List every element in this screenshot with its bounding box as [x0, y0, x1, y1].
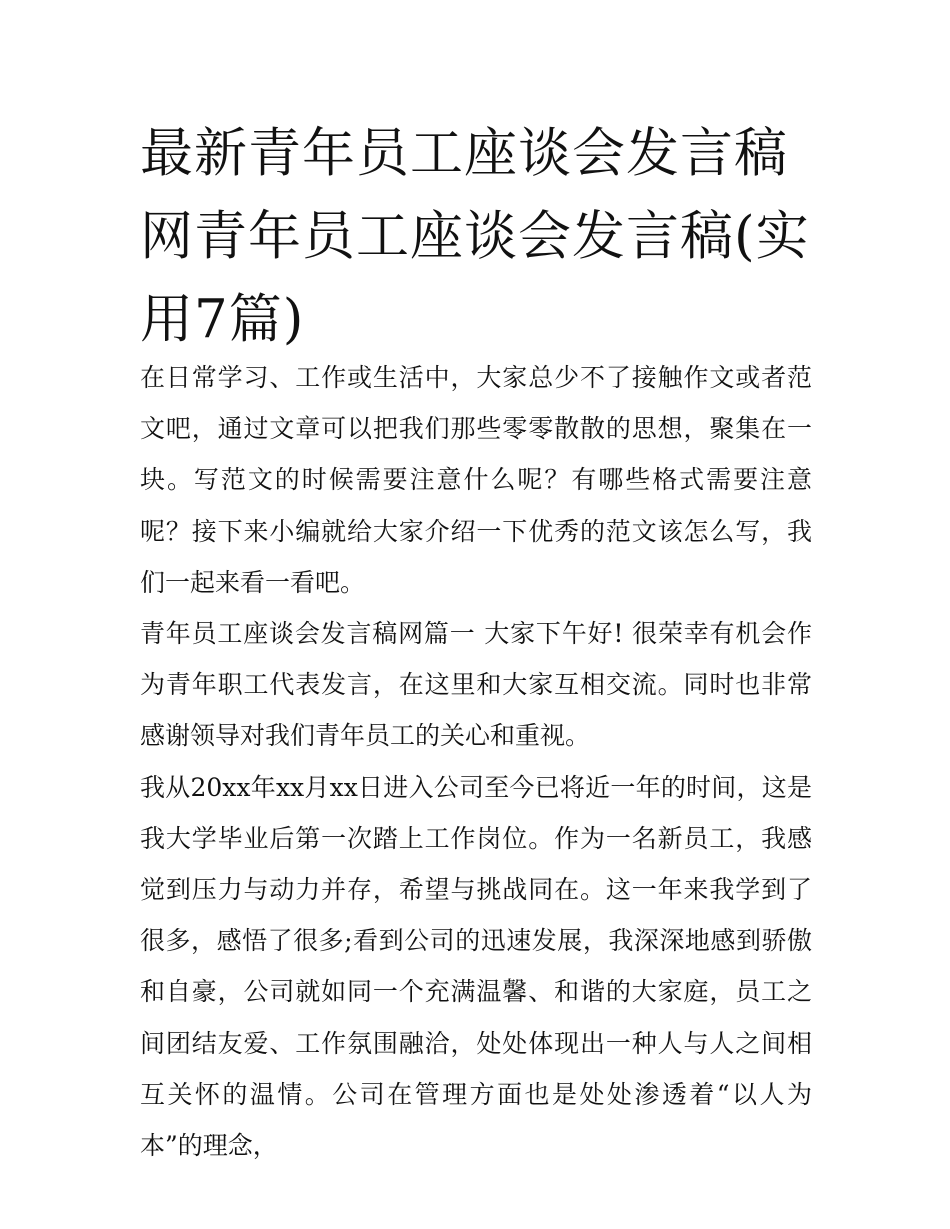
paragraph-intro: 在日常学习、工作或生活中，大家总少不了接触作文或者范文吧，通过文章可以把我们那些零零散散的思想，聚集在一块。写范文的时候需要注意什么呢？有哪些格式需要注意呢？接下来小编就给大家介绍一下优秀的范文该怎么写，我们一起来看一看吧。 — [140, 363, 812, 597]
document-title: 最新青年员工座谈会发言稿网青年员工座谈会发言稿(实用7篇) — [140, 123, 810, 350]
paragraph-work-experience: 我从20xx年xx月xx日进入公司至今已将近一年的时间，这是我大学毕业后第一次踏上工作岗位。作为一名新员工，我感觉到压力与动力并存，希望与挑战同在。这一年来我学到了很多，感悟了很多;看到公司的迅速发展，我深深地感到骄傲和自豪，公司就如同一个充满温馨、和谐的大家庭，员工之间团结友爱、工作氛围融洽，处处体现出一种人与人之间相互关怀的温情。公司在管理方面也是处处渗透着“以人为本”的理念， — [140, 772, 812, 1161]
paragraph-speech-opening: 青年员工座谈会发言稿网篇一 大家下午好! 很荣幸有机会作为青年职工代表发言，在这里和大家互相交流。同时也非常感谢领导对我们青年员工的关心和重视。 — [140, 619, 812, 751]
document-body — [140, 352, 812, 1171]
